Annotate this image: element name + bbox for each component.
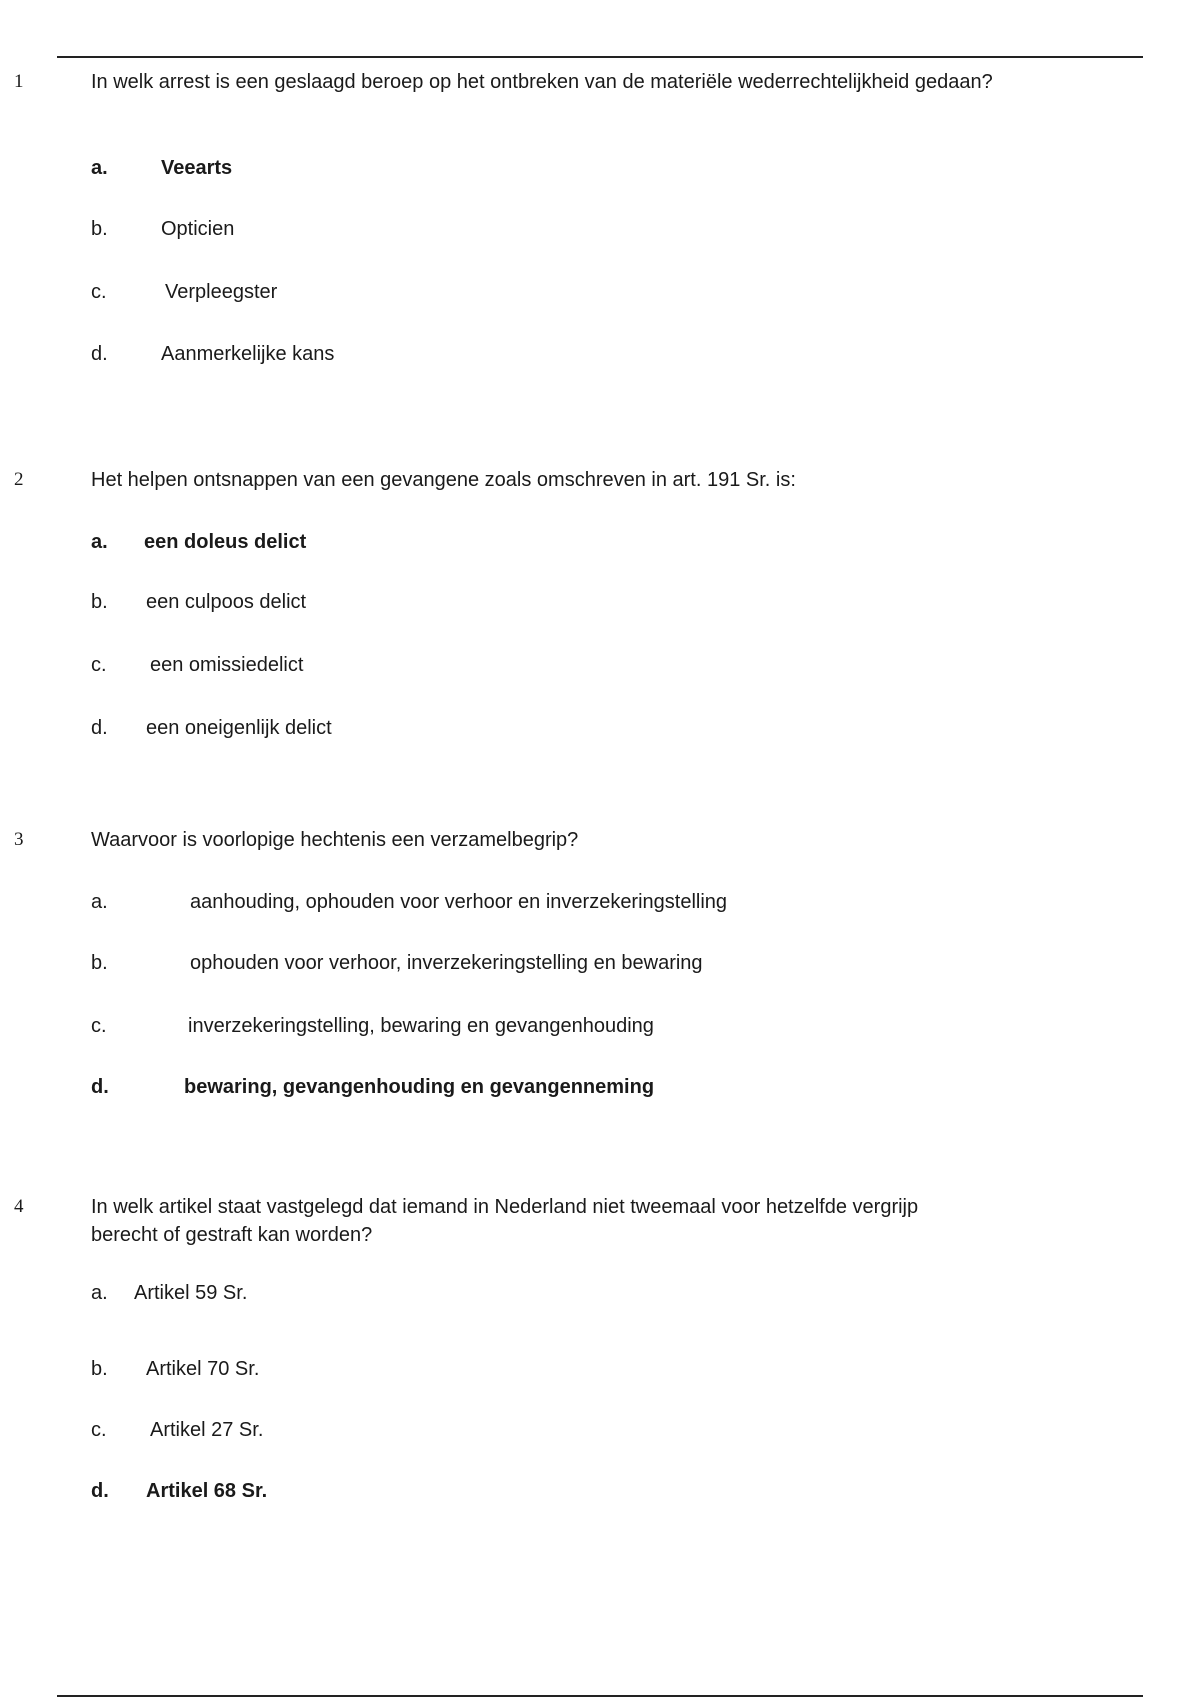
option-d[interactable] — [91, 1477, 268, 1505]
top-rule — [57, 56, 1143, 58]
option-d[interactable] — [91, 340, 335, 368]
option-c[interactable] — [91, 278, 278, 306]
option-text: Aanmerkelijke kans — [161, 343, 335, 365]
option-b[interactable] — [91, 215, 235, 243]
option-letter: d. — [91, 343, 108, 365]
option-letter: a. — [91, 157, 108, 179]
option-letter: c. — [91, 281, 107, 303]
option-a[interactable] — [91, 888, 728, 916]
option-letter: c. — [91, 654, 107, 676]
option-a[interactable] — [91, 1279, 248, 1307]
question-text: In welk arrest is een geslaagd beroep op het ontbreken van de materiële wederrechtelijkheid gedaan? — [91, 71, 993, 93]
option-c[interactable] — [91, 651, 304, 679]
option-text: een omissiedelict — [150, 654, 304, 676]
option-text: een culpoos delict — [146, 591, 307, 613]
question-text: Waarvoor is voorlopige hechtenis een verzamelbegrip? — [91, 829, 579, 851]
option-letter: d. — [91, 1480, 109, 1502]
option-b[interactable] — [91, 588, 307, 616]
option-text: Artikel 70 Sr. — [146, 1358, 260, 1380]
option-text: Artikel 27 Sr. — [150, 1419, 264, 1441]
option-text: Artikel 59 Sr. — [134, 1282, 248, 1304]
option-c[interactable] — [91, 1012, 654, 1040]
option-letter: d. — [91, 717, 108, 739]
bottom-rule — [57, 1695, 1143, 1697]
option-letter: d. — [91, 1076, 109, 1098]
option-a[interactable] — [91, 154, 233, 182]
option-letter: a. — [91, 1282, 108, 1304]
option-b[interactable] — [91, 949, 703, 977]
option-text: Veearts — [161, 157, 233, 179]
option-letter: c. — [91, 1015, 107, 1037]
option-c[interactable] — [91, 1416, 264, 1444]
option-letter: c. — [91, 1419, 107, 1441]
option-text: Artikel 68 Sr. — [146, 1480, 268, 1502]
question-number: 1 — [14, 71, 24, 92]
option-a[interactable] — [91, 528, 307, 556]
option-text: inverzekeringstelling, bewaring en gevangenhouding — [188, 1015, 654, 1037]
option-d[interactable] — [91, 1073, 655, 1101]
question-text: Het helpen ontsnappen van een gevangene zoals omschreven in art. 191 Sr. is: — [91, 469, 796, 491]
option-letter: b. — [91, 591, 108, 613]
question-number: 2 — [14, 469, 24, 490]
option-letter: b. — [91, 952, 108, 974]
question-text: In welk artikel staat vastgelegd dat iemand in Nederland niet tweemaal voor hetzelfde vergrijp berecht of gestraft kan worden? — [91, 1196, 919, 1246]
option-d[interactable] — [91, 714, 332, 742]
option-text: Verpleegster — [165, 281, 278, 303]
option-letter: a. — [91, 531, 108, 553]
option-b[interactable] — [91, 1355, 260, 1383]
option-text: een oneigenlijk delict — [146, 717, 332, 739]
option-text: ophouden voor verhoor, inverzekeringstelling en bewaring — [190, 952, 703, 974]
option-text: Opticien — [161, 218, 235, 240]
option-letter: b. — [91, 1358, 108, 1380]
option-text: een doleus delict — [144, 531, 307, 553]
question-number: 4 — [14, 1196, 24, 1217]
option-text: aanhouding, ophouden voor verhoor en inverzekeringstelling — [190, 891, 728, 913]
option-letter: b. — [91, 218, 108, 240]
option-letter: a. — [91, 891, 108, 913]
option-text: bewaring, gevangenhouding en gevangenneming — [184, 1076, 655, 1098]
question-number: 3 — [14, 829, 24, 850]
